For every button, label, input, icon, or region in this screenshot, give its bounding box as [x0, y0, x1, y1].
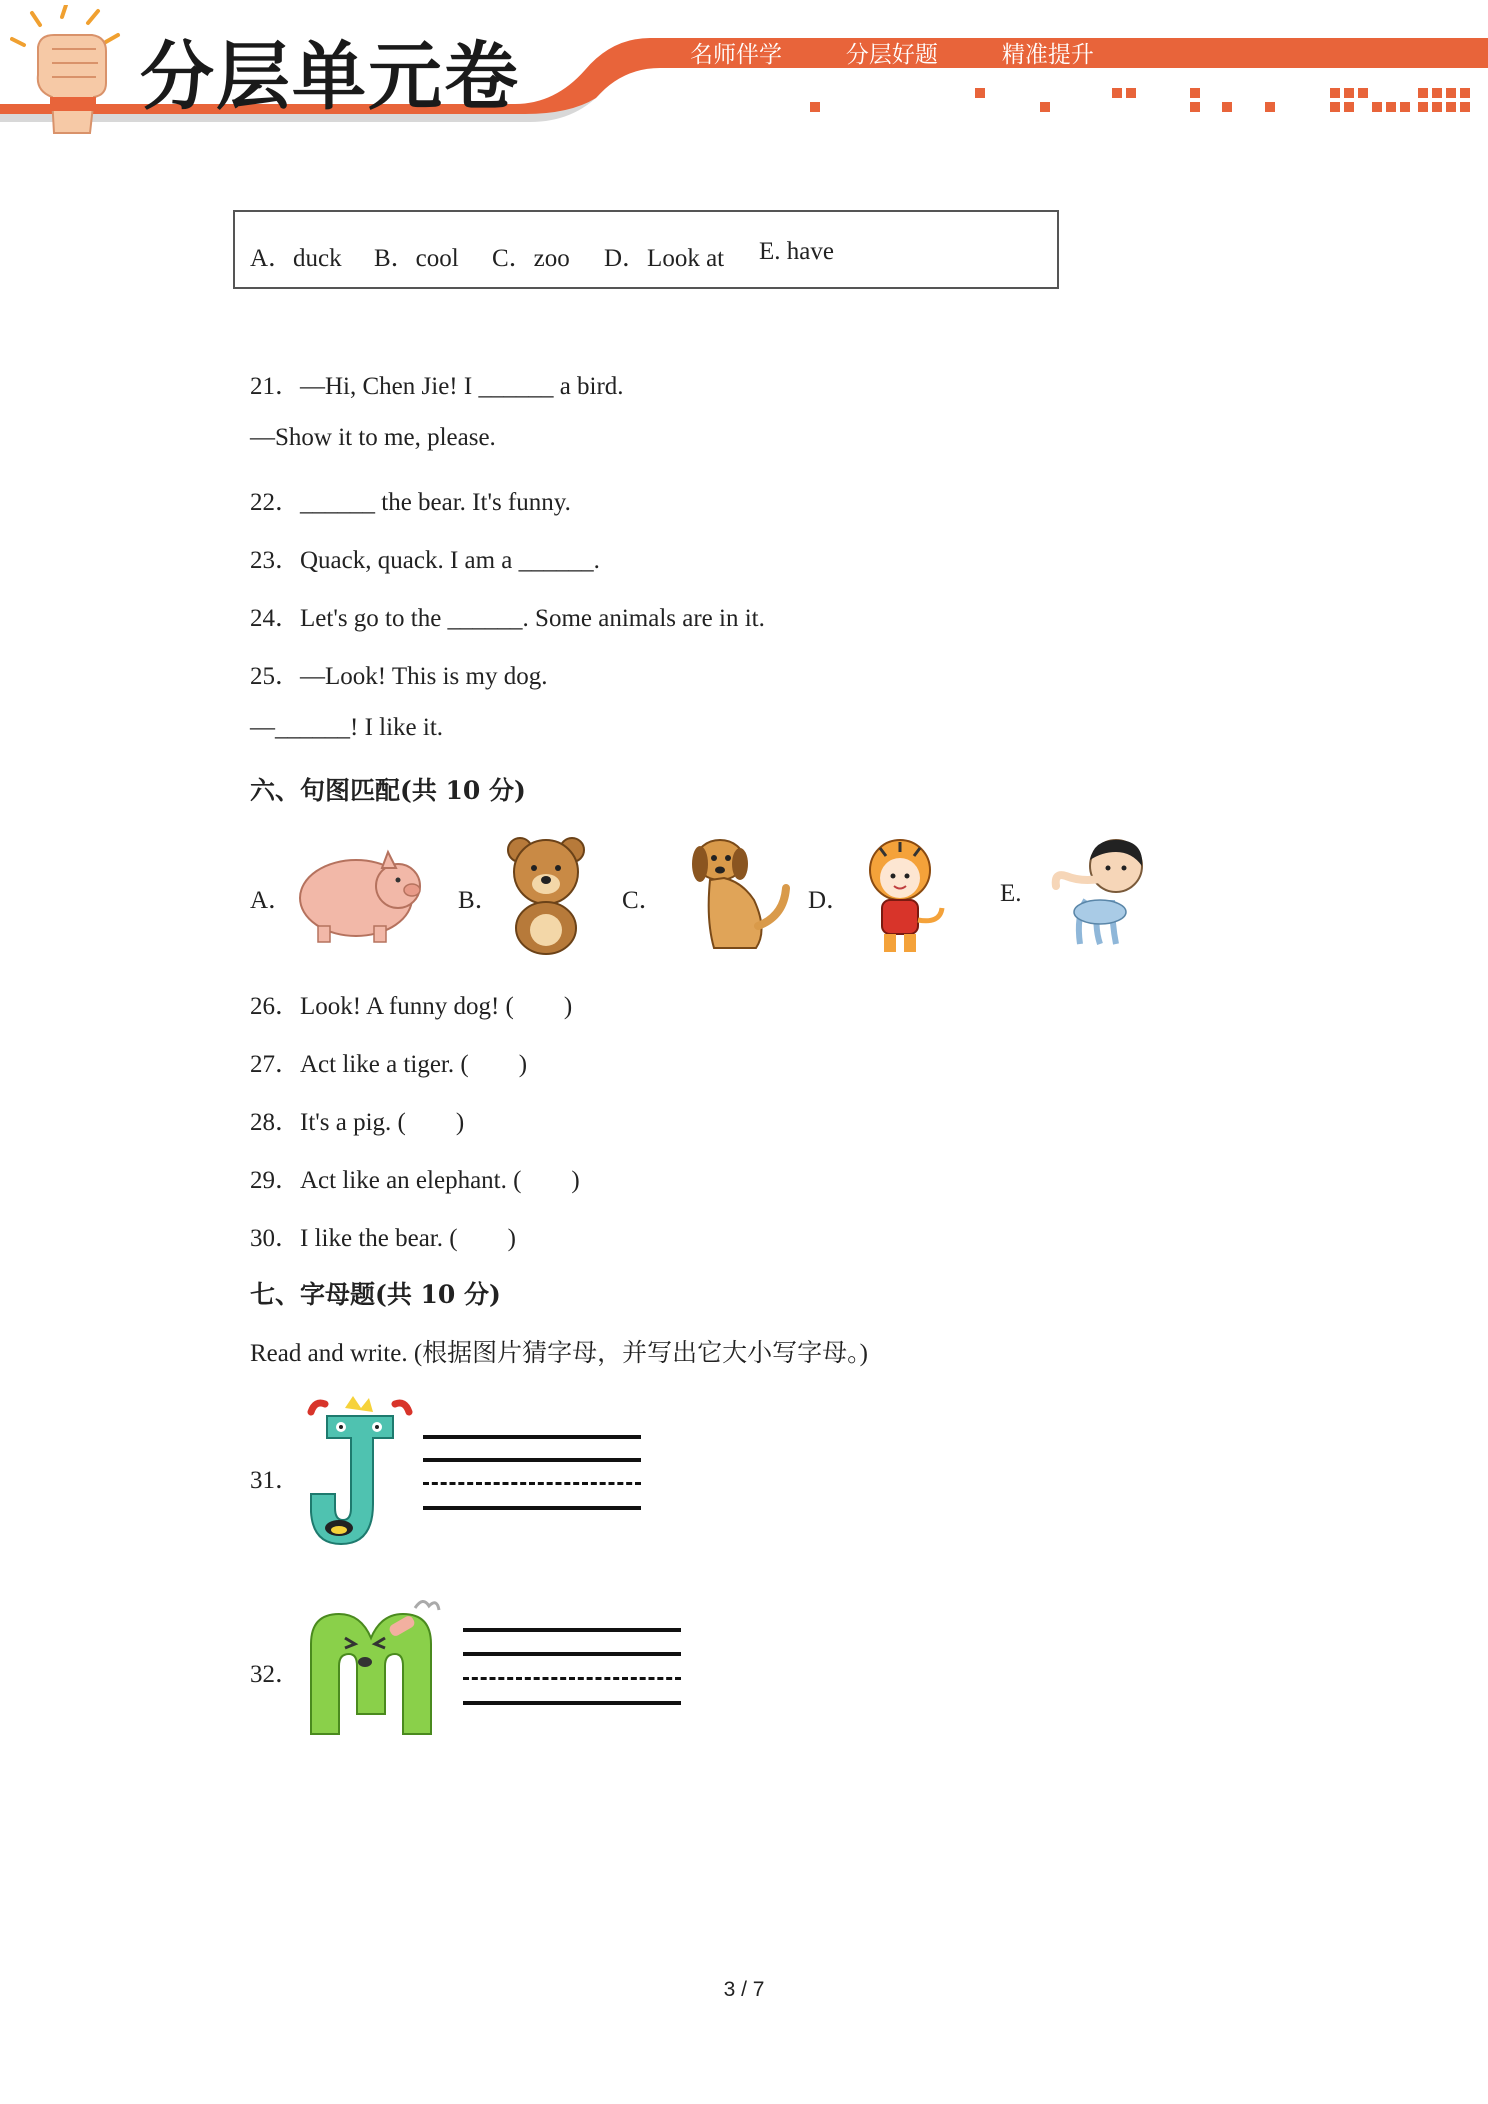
question-25: 25．—Look! This is my dog. [250, 663, 548, 690]
tiger-costume-child-icon [850, 834, 950, 956]
picture-label-d: D． [808, 887, 852, 914]
question-25-reply: —______! I like it. [250, 714, 444, 741]
writing-line-31-base [423, 1506, 641, 1510]
letter-j-character-icon [305, 1394, 415, 1554]
section-7-title: 七、字母题(共 10 分) [250, 1280, 501, 1309]
question-21: 21．—Hi, Chen Jie! I ______ a bird. [250, 373, 624, 400]
header-slogan: 名师伴学 分层好题 精准提升 [690, 42, 1094, 68]
question-29: 29．Act like an elephant. ( ) [250, 1167, 580, 1194]
question-28: 28．It's a pig. ( ) [250, 1109, 465, 1136]
brand-title: 分层单元卷 [140, 34, 520, 120]
question-23: 23．Quack, quack. I am a ______. [250, 547, 600, 574]
option-a: A．duck [250, 245, 342, 272]
section-7-instruction: Read and write. (根据图片猜字母，并写出它大小写字母。) [250, 1340, 868, 1367]
question-21-reply: —Show it to me, please. [250, 424, 496, 451]
question-27: 27．Act like a tiger. ( ) [250, 1051, 528, 1078]
option-c: C．zoo [492, 245, 570, 272]
bear-icon [498, 830, 594, 960]
dog-icon [680, 830, 792, 958]
option-d: D．Look at [604, 245, 725, 272]
question-32: 32． [250, 1661, 301, 1688]
question-31: 31． [250, 1467, 301, 1494]
writing-line-31-upper [423, 1458, 641, 1462]
question-26: 26．Look! A funny dog! ( ) [250, 993, 573, 1020]
page-header [0, 0, 1488, 140]
fist-logo-icon [10, 5, 130, 140]
writing-line-32-upper [463, 1652, 681, 1656]
option-e: E. have [759, 238, 834, 265]
picture-label-e: E. [1000, 880, 1022, 907]
picture-label-c: C． [622, 887, 664, 914]
writing-line-31-top [423, 1435, 641, 1439]
boy-acting-elephant-icon [1046, 836, 1160, 952]
writing-line-32-base [463, 1701, 681, 1705]
writing-line-31-mid-dashed [423, 1482, 641, 1485]
question-30: 30．I like the bear. ( ) [250, 1225, 516, 1252]
option-b: B．cool [374, 245, 459, 272]
writing-line-32-mid-dashed [463, 1677, 681, 1680]
picture-label-a: A． [250, 887, 294, 914]
writing-line-32-top [463, 1628, 681, 1632]
page-number: 3 / 7 [723, 1978, 765, 2001]
section-6-title: 六、句图匹配(共 10 分) [250, 776, 526, 805]
pig-icon [290, 840, 430, 945]
picture-label-b: B． [458, 887, 500, 914]
letter-m-character-icon [305, 1594, 455, 1744]
question-22: 22．______ the bear. It's funny. [250, 489, 571, 516]
question-24: 24．Let's go to the ______. Some animals are in it. [250, 605, 765, 632]
